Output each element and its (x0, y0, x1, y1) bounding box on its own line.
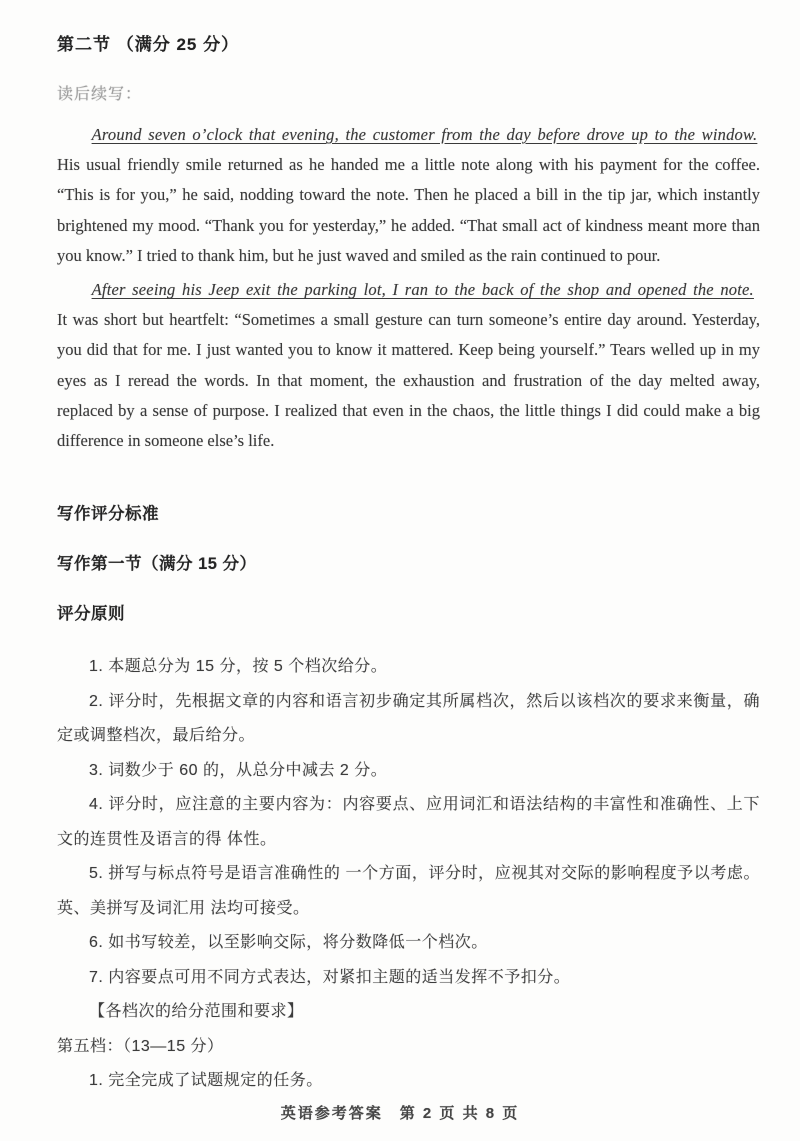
prompt-sentence-1: Around seven o’clock that evening, the customer from the day before drove up to the window. (91, 125, 758, 144)
band5-item-1: 1. 完全完成了试题规定的任务。 (89, 1072, 323, 1090)
task-type-label: 读后续写： (57, 86, 143, 103)
paragraph-1-text: His usual friendly smile returned as he handed me a little note along with his payment for the coffee. “This is for you,” he said, nodding toward the note. Then he placed a bill in the tip jar, which instantly brightened my mood. “Thank you for yesterday,” he added. “That small act of kindness meant more than you know.” I tried to thank him, but he just waved and smiled as the rain continued to pour. (57, 155, 760, 265)
page-footer: 英语参考答案 第 2 页 共 8 页 (280, 1105, 520, 1122)
score-bands-header: 【各档次的给分范围和要求】 (89, 1003, 304, 1021)
scoring-principles-title: 评分原则 (57, 605, 125, 624)
section-heading: 第二节 （满分 25 分） (57, 35, 240, 54)
prompt-sentence-2: After seeing his Jeep exit the parking lot, I ran to the back of the shop and opened the note. (91, 280, 754, 300)
continuation-paragraph-1 (57, 120, 760, 271)
writing-section1-title: 写作第一节（满分 15 分） (57, 555, 257, 574)
principle-item-3: 3. 词数少于 60 的，从总分中减去 2 分。 (89, 761, 388, 779)
continuation-paragraph-2 (57, 275, 760, 456)
principle-item-7: 7. 内容要点可用不同方式表达，对紧扣主题的适当发挥不予扣分。 (89, 968, 571, 986)
band5-title: 第五档：（13—15 分） (57, 1037, 224, 1055)
principle-item-6: 6. 如书写较差，以至影响交际，将分数降低一个档次。 (89, 934, 488, 952)
principle-item-1: 1. 本题总分为 15 分，按 5 个档次给分。 (89, 658, 388, 676)
principle-item-4: 4. 评分时，应注意的主要内容为：内容要点、应用词汇和语法结构的丰富性和准确性、上下文的连贯性及语言的得 体性。 (57, 796, 760, 848)
scoring-standards-title: 写作评分标准 (57, 505, 159, 524)
scoring-rubric-section (57, 500, 760, 1099)
principle-item-5: 5. 拼写与标点符号是语言准确性的 一个方面，评分时，应视其对交际的影响程度予以考虑。英、美拼写及词汇用 法均可接受。 (57, 865, 760, 917)
principle-item-2: 2. 评分时，先根据文章的内容和语言初步确定其所属档次，然后以该档次的要求来衡量，确定或调整档次，最后给分。 (57, 692, 760, 745)
paragraph-2-text: It was short but heartfelt: “Sometimes a small gesture can turn someone’s entire day around. Yesterday, you did that for me. I just wanted you to know it mattered. Keep being yourself.” Tears welled up in my eyes as I reread the words. In that moment, the exhaustion and frustration of the day melted away, replaced by a sense of purpose. I realized that even in the chaos, the little things I did could make a big difference in someone else’s life. (57, 310, 760, 451)
